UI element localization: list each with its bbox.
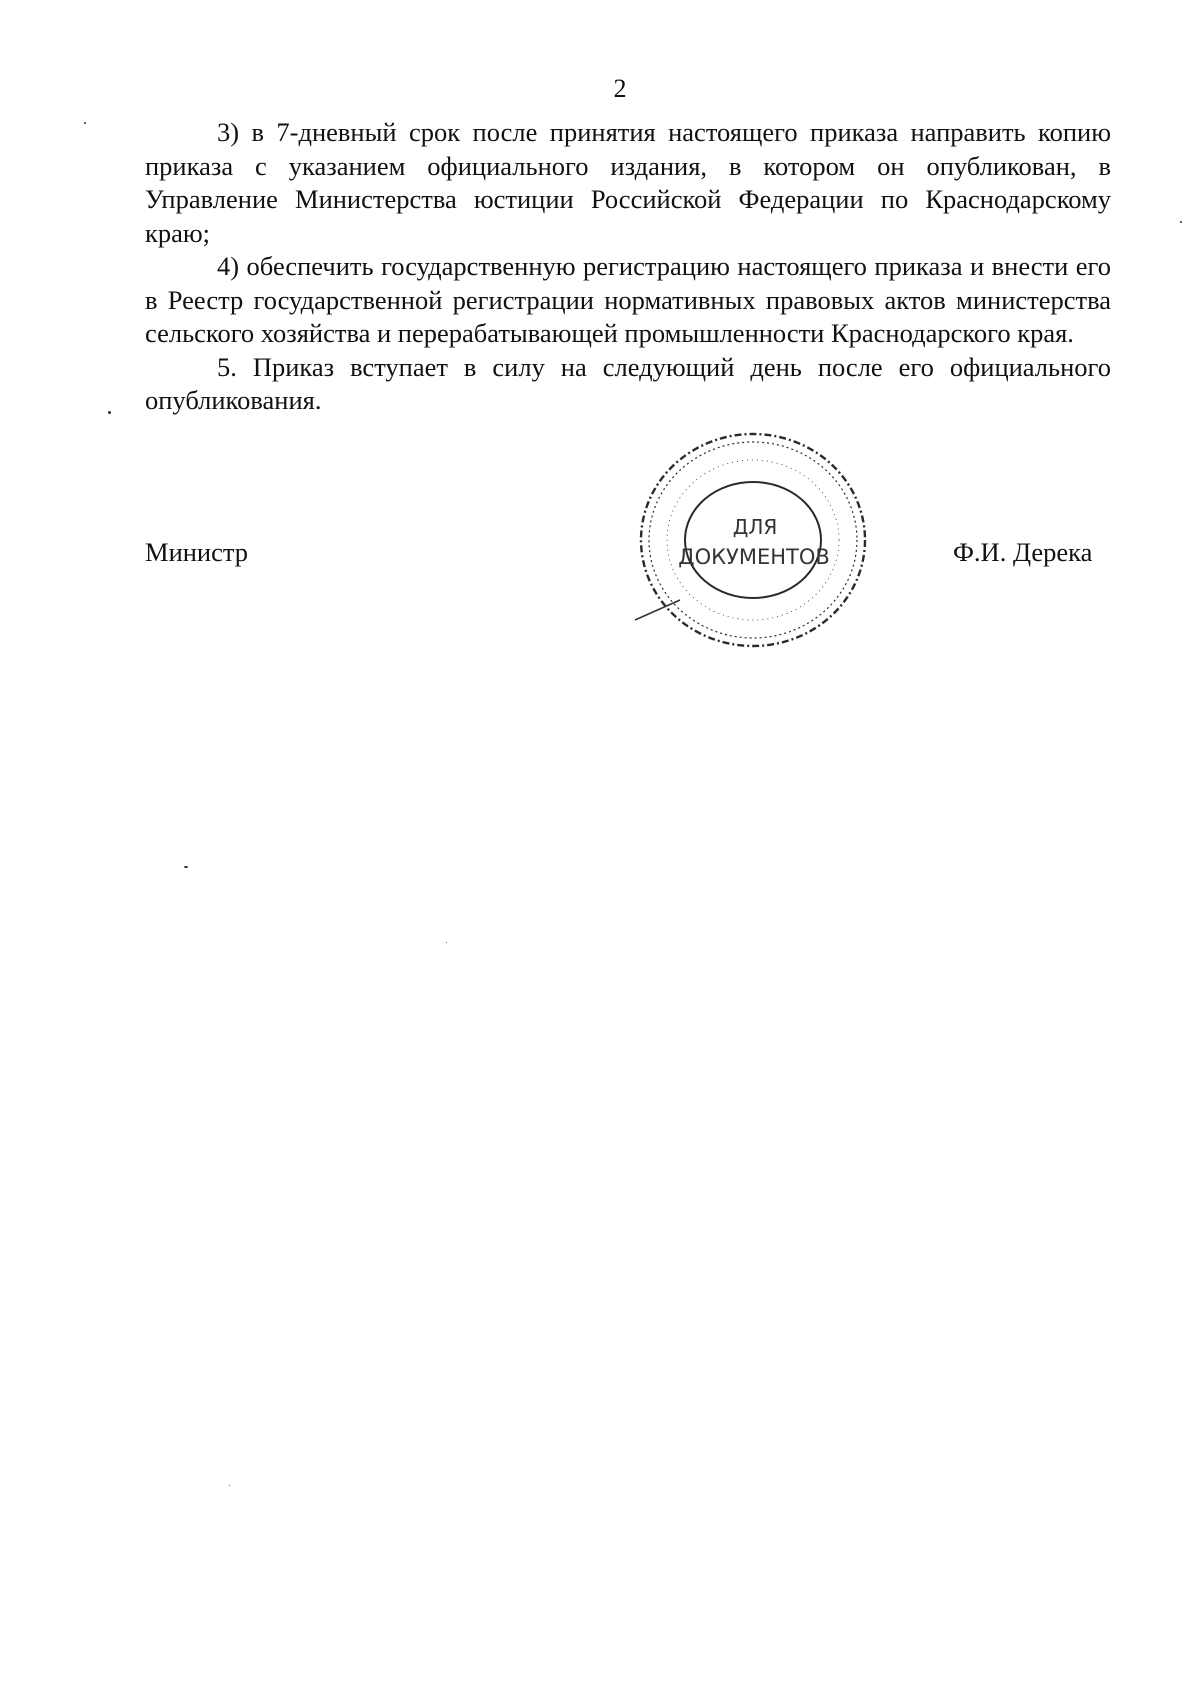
scan-speck: [108, 411, 111, 414]
document-body: [145, 116, 1111, 418]
official-seal-stamp: [625, 424, 885, 656]
signatory-name: Ф.И. Дерека: [953, 537, 1093, 567]
scan-speck: [84, 122, 86, 124]
scan-speck: [1180, 221, 1182, 223]
page-number: 2: [613, 74, 627, 103]
seal-text-line1: ДЛЯ: [732, 515, 778, 539]
scan-speck: [184, 866, 188, 868]
paragraph-item-3: 3) в 7-дневный срок после принятия настоящего приказа направить копию приказа с указанием официального издания, в котором он опубликован, в Управление Министерства юстиции Российской Федерации по Краснодарскому краю;: [145, 117, 1111, 248]
scan-speck: [229, 1485, 230, 1486]
paragraph-item-5: 5. Приказ вступает в силу на следующий день после его официального опубликования.: [145, 351, 1111, 415]
paragraph-item-4: 4) обеспечить государственную регистрацию настоящего приказа и внести его в Реестр государственной регистрации нормативных правовых актов министерства сельского хозяйства и перерабатывающей промышленности Краснодарского края.: [145, 251, 1111, 348]
signatory-title: Министр: [145, 537, 249, 567]
scan-speck: [446, 942, 447, 943]
seal-text-line2: ДОКУМЕНТОВ: [678, 545, 830, 569]
